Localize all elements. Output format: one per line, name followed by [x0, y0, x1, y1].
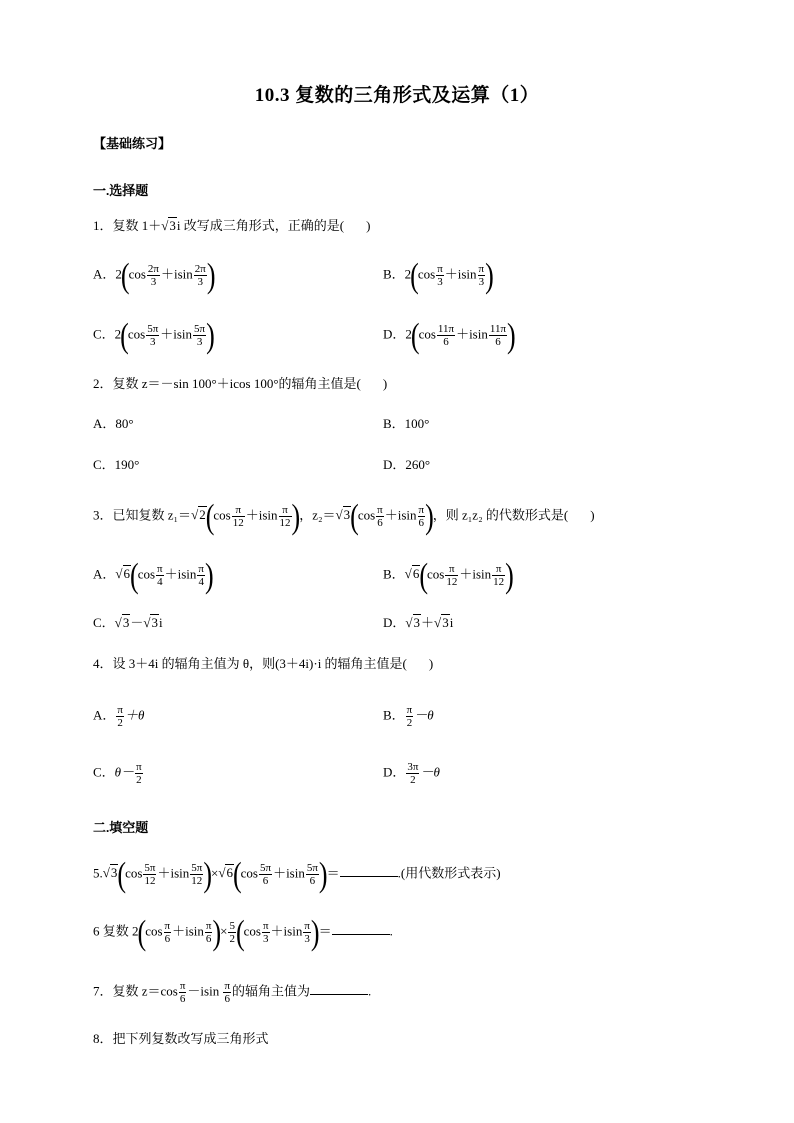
q5-answer-blank[interactable]	[340, 864, 398, 877]
question-2-stem: 2．复数 z＝－sin 100°＋icos 100°的辐角主值是( )	[93, 376, 388, 391]
section-choice-heading: 一.选择题	[93, 183, 149, 198]
q4-option-b: B． $\frac{\pi}{2}$ －θ	[383, 704, 434, 729]
q2-option-c: C．190°	[93, 457, 140, 472]
q7-answer-blank[interactable]	[310, 982, 368, 995]
q3-option-b: B．√6(cos $\frac{\pi}{12}$ ＋isin $\frac{\pi}{12}$ )	[383, 555, 514, 595]
question-7: 7．复数 z＝cos $\frac{\pi}{6}$ －isin $\frac{\pi}{6}$ 的辐角主值为 .	[93, 980, 372, 1005]
q3-option-d: D．√3＋√3i	[383, 615, 454, 630]
section-basic-heading: 【基础练习】	[93, 136, 172, 151]
page-title: 10.3 复数的三角形式及运算（1）	[254, 85, 540, 106]
q3-option-a: A．√6(cos $\frac{\pi}{4}$ ＋isin $\frac{\pi}{4}$ )	[93, 555, 214, 595]
question-3-stem: 3．已知复数 z₁＝√2(cos $\frac{\pi}{12}$ ＋isin $\frac{\pi}{12}$ )，z₂＝√3(cos $\frac{\pi}{6}$ ＋isin $\frac{\pi}{6}$ )，则 z₁z₂ 的代数形式是( )	[93, 496, 595, 536]
q2-option-a: A．80°	[93, 416, 134, 431]
q2-option-b: B．100°	[383, 416, 430, 431]
question-4-stem: 4．设 3＋4i 的辐角主值为 θ，则(3＋4i)·i 的辐角主值是( )	[93, 656, 434, 671]
q1-prefix: 1．复数 1＋	[93, 218, 162, 233]
question-6: 6 复数 2(cos $\frac{\pi}{6}$ ＋isin $\frac{\pi}{6}$ )× $\frac{5}{2}$ (cos $\frac{\pi}{3}$ ＋isin $\frac{\pi}{3}$ )＝ .	[93, 912, 393, 952]
q1-option-c: C．2(cos $\frac{5\pi}{3}$ ＋isin $\frac{5\pi}{3}$ )	[93, 315, 215, 355]
q4-option-d: D． $\frac{3\pi}{2}$ －θ	[383, 761, 440, 786]
q1-sqrt: √3	[161, 218, 176, 233]
q1-stem-text: i 改写成三角形式，正确的是(	[176, 218, 345, 233]
q6-answer-blank[interactable]	[332, 922, 390, 935]
question-5: 5.√3(cos $\frac{5\pi}{12}$ ＋isin $\frac{5\pi}{12}$ )×√6(cos $\frac{5\pi}{6}$ ＋isin $\frac{5\pi}{6}$ )＝ .(用代数形式表示)	[93, 854, 501, 894]
q2-option-d: D．260°	[383, 457, 431, 472]
section-fill-heading: 二.填空题	[93, 820, 149, 835]
q3-option-c: C．√3－√3i	[93, 615, 163, 630]
q4-option-c: C．θ－ $\frac{\pi}{2}$	[93, 761, 142, 786]
q1-option-a: A．2(cos $\frac{2\pi}{3}$ ＋isin $\frac{2\pi}{3}$ )	[93, 255, 216, 295]
q1-option-b: B．2(cos $\frac{\pi}{3}$ ＋isin $\frac{\pi}{3}$ )	[383, 255, 494, 295]
q4-option-a: A． $\frac{\pi}{2}$ ＋θ	[93, 704, 145, 729]
q1-option-d: D．2(cos $\frac{11\pi}{6}$ ＋isin $\frac{11\pi}{6}$ )	[383, 315, 516, 355]
question-8: 8．把下列复数改写成三角形式	[93, 1031, 269, 1046]
question-1-stem: 1．复数 1＋√3i 改写成三角形式，正确的是( )	[93, 216, 370, 236]
